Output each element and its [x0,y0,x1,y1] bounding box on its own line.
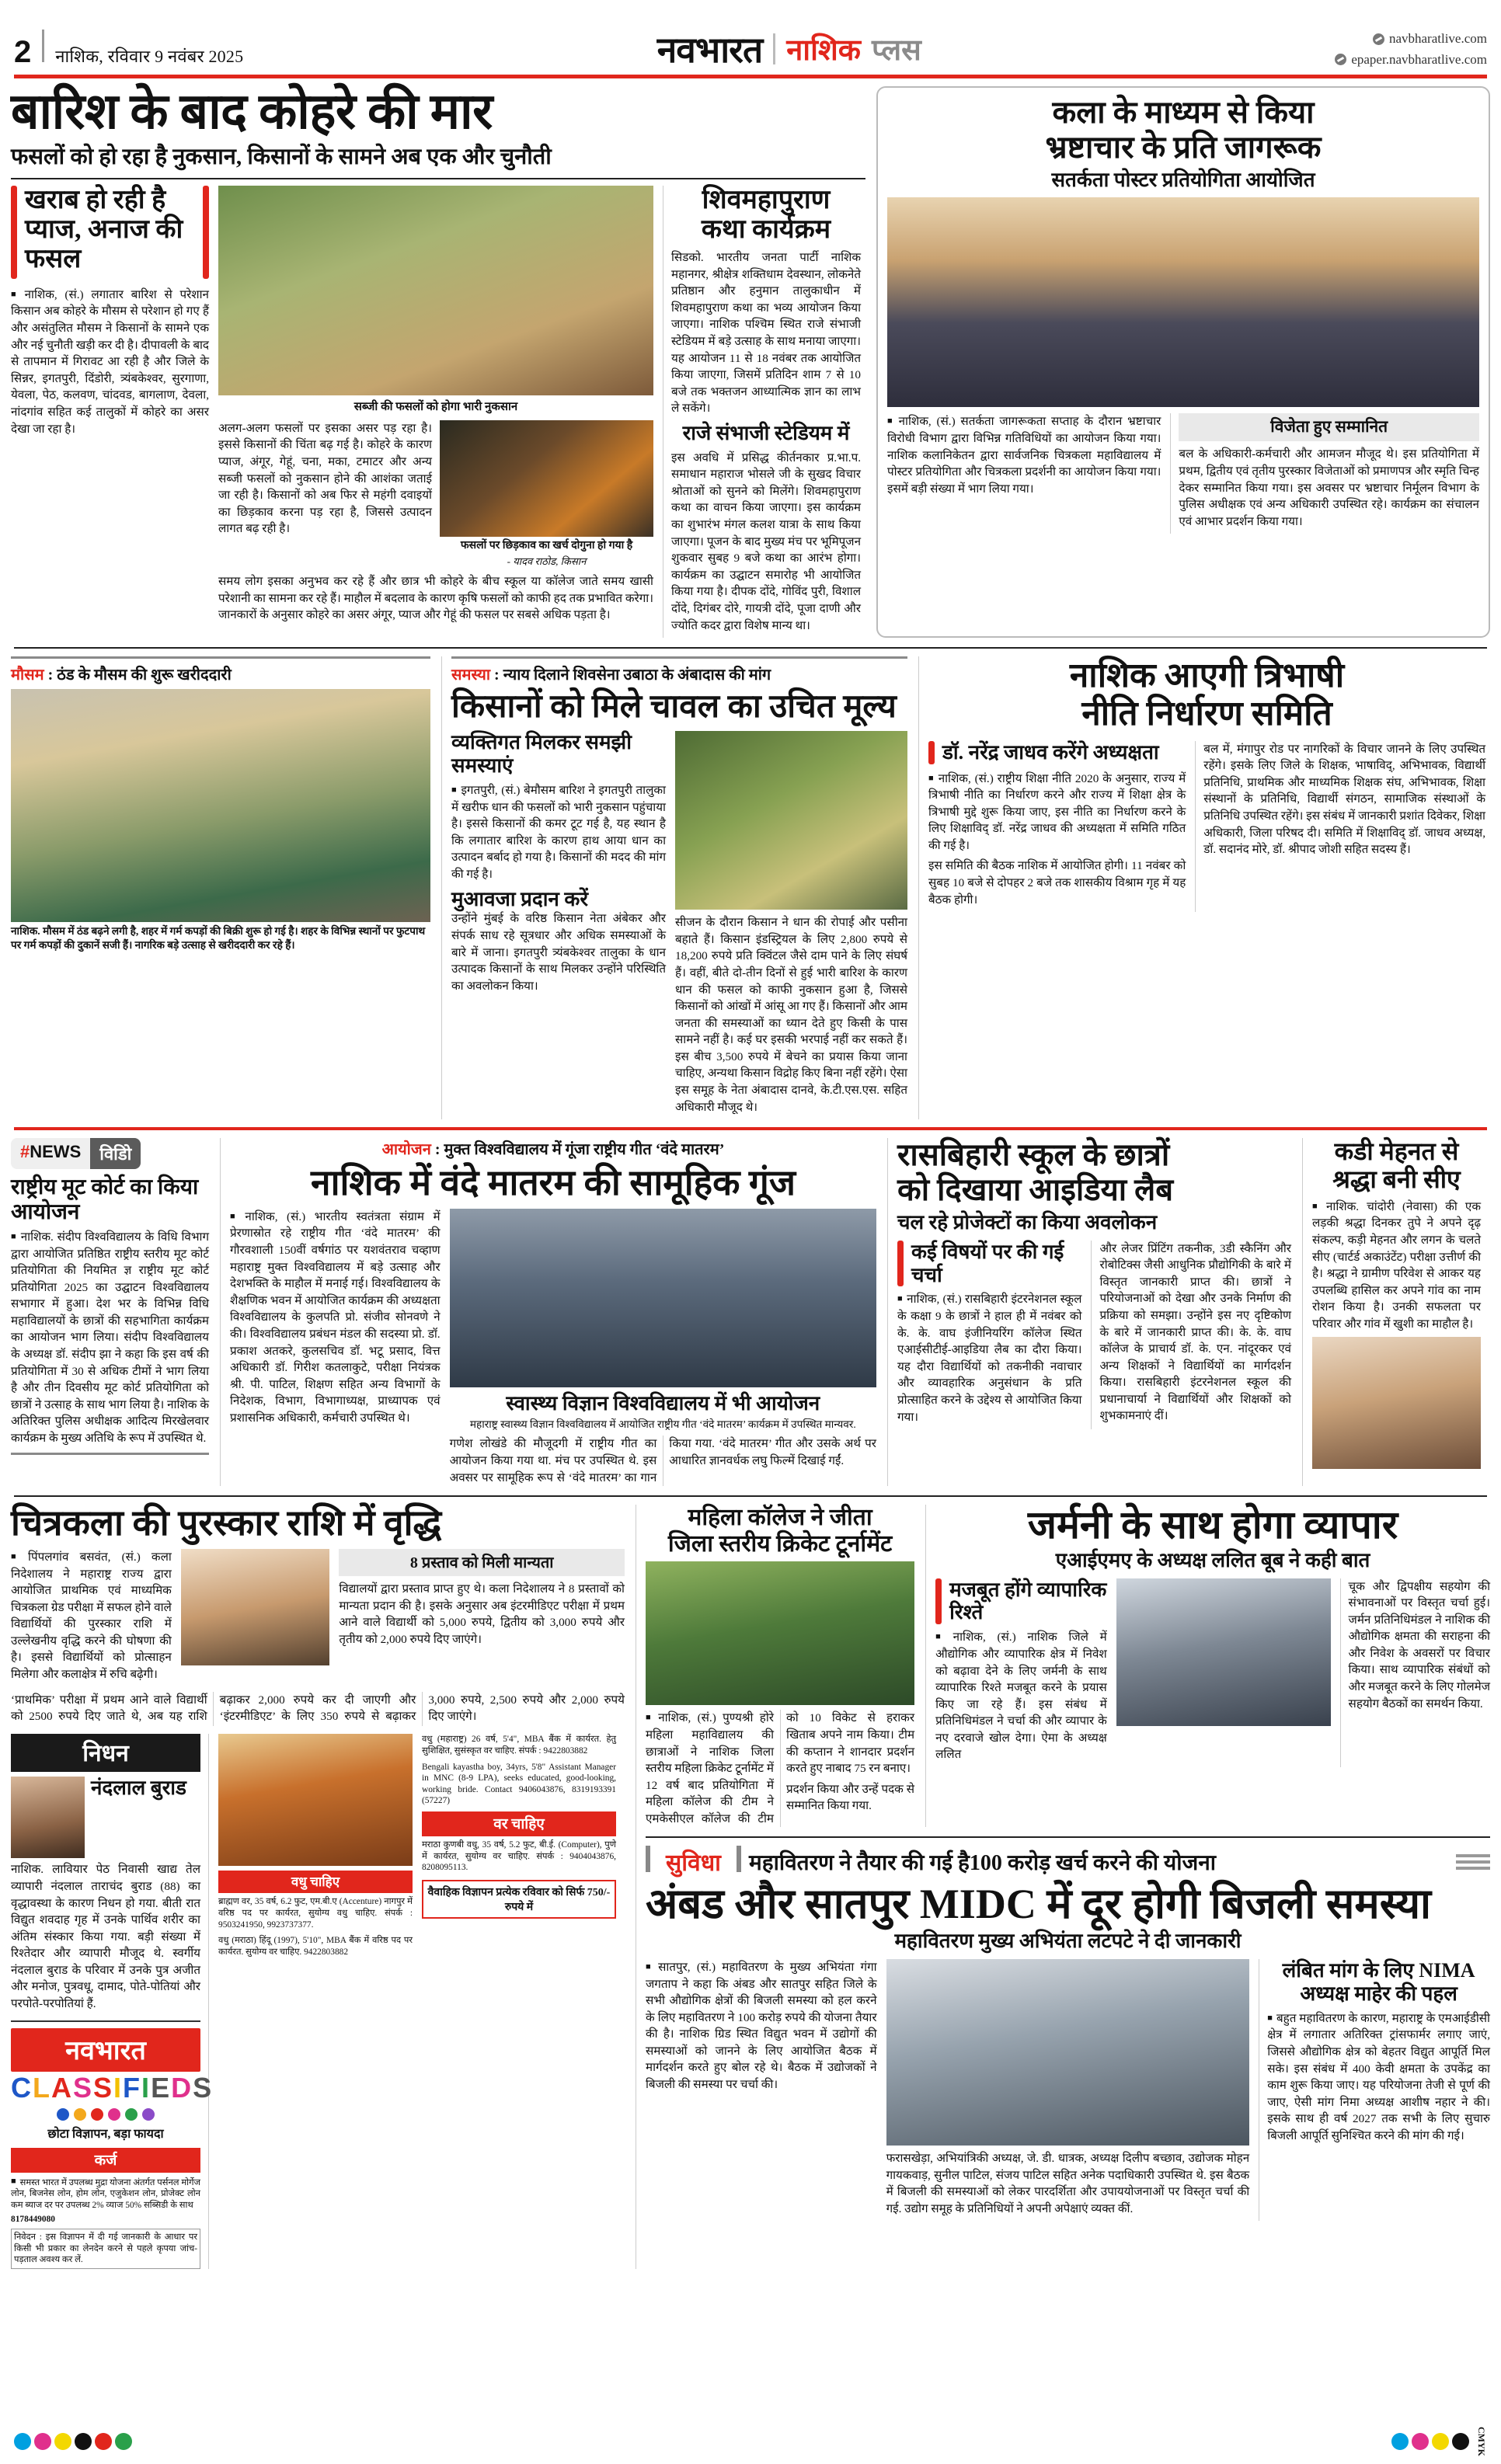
shiv-headline-2: कथा कार्यक्रम [701,214,831,244]
weather-kicker-tag: मौसम [11,666,48,684]
classifieds-logo: नवभारत [11,2028,200,2072]
weather-kicker-text: : ठंड के मौसम की शुरू खरीददारी [47,666,232,684]
news-video-body-text: ■ नाशिक. संदीप विश्वविद्यालय के विधि विभाग द्वारा आयोजित प्रतिष्ठित राष्ट्रीय स्तरीय मूट कोर्ट प्रतियोगिता की नियमित ज्ञ राष्ट्रीय मूट कोर्ट प्रतियोगिता 2025 का उद्घाटन विश्वविद्यालय सभागार में हुआ। देश भर के विभिन्न विधि महाविद्यालयों के छात्रों की सहभागिता कार्यक्रम का आयोजन भाग लिया। संदीप विश्वविद्यालय के अध्यक्ष डॉ. संदीप झा ने कहा कि इस वर्ष की प्रतियोगिता में 30 से अधिक टीमों ने भाग लिया है और तीन दिवसीय मूट कोर्ट प्रतियोगिता को छात्रों ने उत्साह के साथ भाग लिया है। नाशिक के अतिरिक्त पुलिस अधीक्षक आदित्य मिरखेलवार कार्यक्रम के मुख्य अतिथि के रूप में उपस्थित थे. [11,1229,209,1447]
shraddha-body [1312,1199,1481,1333]
weather-kicker [11,663,430,684]
kala-col-2 [1170,413,1479,534]
lead-body-text-3: समय लोग इसका अनुभव कर रहे हैं और छात्र भी कोहरे के बीच स्कूल या कॉलेज जाते समय खासी परेशानी का सामना कर रहे हैं। माहौल में बदलाव के कारण कृषि फसलों को काफी हद तक प्रभावित करेगा। जानकारों के अनुसार कोहरे का असर अंगूर, प्याज और गेहूं की फसल पर सबसे अधिक पड़ता है। [218,574,653,622]
chitrakala-body-text-3: ‘प्राथमिक’ परीक्षा में प्रथम आने वाले विद्यार्थी को 2500 रुपये दिए जाते थे, अब यह राशि बढ़ाकर 2,000 रुपये कर दी जाएगी और ‘इंटरमीडिएट’ के लिए 350 रुपये से बढ़ाकर 3,000 रुपये, 2,500 रुपये और 2,000 रुपये दिए जाएंगे। [11,1693,625,1724]
logo [657,25,921,73]
suvidha-col-1 [646,1959,877,2221]
tribhashi-headline-2: नीति निर्धारण समिति [1081,694,1332,733]
kala-badge: विजेता हुए सम्मानित [1179,413,1479,441]
germany-body-1 [935,1629,1107,1763]
epaper-url[interactable]: epaper.navbharatlive.com [1351,51,1487,67]
color-registration-right [1391,2427,1487,2456]
mahila-headline-2: जिला स्तरीय क्रिकेट टूर्नामेंट [667,1530,893,1557]
rasbihari-subhead: चल रहे प्रोजेक्टों का किया अवलोकन [897,1210,1158,1234]
classifieds-ad-photo [218,1734,413,1866]
masthead-divider [42,30,44,62]
red-accent-bar [11,186,17,279]
dateline: नाशिक, रविवार 9 नवंबर 2025 [55,47,244,66]
shraddha-article [1302,1138,1481,1486]
vande-kicker [230,1138,876,1159]
news-video-body [11,1229,209,1447]
tribhashi-col-1 [928,741,1186,913]
vande-article [220,1138,876,1486]
chitrakala-headline: चित्रकला की पुरस्कार राशि में वृद्धि [11,1503,442,1543]
vande-subhead: स्वास्थ्य विज्ञान विश्वविद्यालय में भी आयोजन [506,1391,820,1415]
masthead-links [1335,29,1487,70]
rice-body-text-2: उन्होंने मुंबई के वरिष्ठ किसान नेता अंबेकर और संपर्क साध रहे सूत्रधार और अधिक समस्याओं के बारे में जाना। इगतपुरी त्र्यंबकेश्वर तालुका के धान उत्पादक किसानों के साथ मिलकर उन्होंने परिस्थिति का अवलोकन किया। [451,912,666,993]
tribhashi-side-head: डॉ. नरेंद्र जाधव करेंगे अध्यक्षता [942,740,1159,764]
shiv-body-text-2: इस अवधि में प्रसिद्ध कीर्तनकार प्र.भा.प. समाधान महाराज भोसले जी के सुखद विचार श्रोताओं को सुनने को मिलेंगे। शिवमहापुराण कथा का वाचन किया जाएगा। इस कार्यक्रम का शुभारंभ मंगल कलश यात्रा के साथ किया जाएगा। पूजन के बाद मुख्य मंच पर भूमिपूजन शुकवार सुबह 9 बजे कथा का आरंभ होगा। कार्यक्रम का उद्घाटन समारोह भी आयोजित किया गया है। दीपक दोंदे, गोविंद पुरी, विशाल दोंदे, दिगंबर दोरे, गायत्री दोंदे, पूजा दाणी और ज्योति कदर द्वारा विशेष मान्य था। [671,451,861,632]
suvidha-photo [886,1959,1250,2146]
lead-photo-farmer [218,186,653,395]
menu-icon[interactable] [1456,1851,1490,1873]
rice-top-rule [451,656,907,659]
weather-caption-text: नाशिक. मौसम में ठंड बढ़ने लगी है, शहर में गर्म कपड़ों की बिक्री शुरू हो गई है। शहर के विभिन्न स्थानों पर फुटपाथ पर गर्म कपड़ों की दुकानें सजी हैं। नागरिक बड़े उत्साह से खरीददारी कर रहे हैं। [11,925,426,951]
classifieds-var-head: वर चाहिए [422,1811,616,1836]
rasbihari-side-head-wrap [897,1241,1081,1287]
suvidha-bar-right [737,1846,741,1872]
tribhashi-body-text-2: इस समिति की बैठक नाशिक में आयोजित होगी। 11 नवंबर को सुबह 10 बजे से दोपहर 2 बजे तक शासकीय विश्राम गृह में यह बैठक होगी। [928,859,1186,907]
classifieds-karj-text: ■ समस्त भारत में उपलब्ध मुद्रा योजना अंतर्गत पर्सनल मोर्गेज लोन, बिजनेस लोन, होम लोन, एजुकेशन लोन, प्रोजेक्ट लोन कम ब्याज दर पर उपलब्ध 2% व्याज 50% सब्सिडी के साथ [11,2176,200,2212]
rice-body-2 [451,910,666,994]
lead-body-text-1: ■ नाशिक, (सं.) लगातार बारिश से परेशान किसान अब कोहरे के मौसम से परेशान हो गए हैं और असंतुलित मौसम ने किसानों के सामने एक और नई चुनौती खड़ी कर दी है। दीपावली के बाद से तापमान में गिरावट आ रही है और जिले के सिन्नर, इगतपुरी, दिंडोरी, त्र्यंबकेश्वर, सुरगाणा, येवला, पेठ, कलवण, चांदवड, बागलाण, देवला, नांदगांव सहित कई तालुकों में कोहरे का असर देखा जा रहा है। [11,287,209,437]
shiv-highlight: राजे संभाजी स्टेडियम में [682,421,850,444]
logo-edition-suffix: प्लस [872,34,921,67]
lead-photo-spray [440,420,653,537]
rice-body-text-3: सीजन के दौरान किसान ने धान की रोपाई और पसीना बहाते हैं। किसान इंडस्ट्रियल के लिए 2,800 रुपये से 18,200 रुपये प्रति क्विंटल जैसे दाम पाने के लिए संघर्ष हैं। वहीं, बीते दो-तीन दिनों से हुई भारी बारिश के कारण धान की फसल को काफी नुकसान हुआ है, जिससे किसानों को आंखों में आंसू आ गए हैं। किसानों और आम जनता की समस्याओं का ध्यान देते हुए किसी के पास सामने नहीं है। कई घर इसकी भरपाई नहीं कर सकते हैं। इस बीच 3,500 रुपये में बेचने का प्रयास किया जाना चाहिए, अन्यथा किसान विद्रोह किए बिना नहीं रहेंगे। ऐसा इस समूह के नेता अंबादास दानवे, के.टी.एस.एस. सहित अधिकारी मौजूद थे। [675,916,907,1114]
news-video-head: राष्ट्रीय मूट कोर्ट का किया आयोजन [11,1175,199,1224]
kala-headline-2: भ्रष्टाचार के प्रति जागरूक [1045,129,1322,165]
vande-row [230,1209,876,1486]
suvidha-subhead: महावितरण मुख्य अभियंता लटपटे ने दी जानकारी [894,1930,1242,1953]
fourth-block [11,1505,1490,2269]
chitrakala-badge: 8 प्रस्ताव को मिली मान्यता [339,1549,625,1576]
suvidha-body-text-2: फरासखेड़ा, अभियांत्रिकी अध्यक्ष, जे. डी. धात्रक, अध्यक्ष दिलीप बच्छाव, उद्योजक मोहन गायकवाड़, सुनील पाटिल, संजय पाटिल सहित अनेक पदाधिकारी उपस्थित थे. इस बैठक में बिजली की समस्याओं को लेकर पारदर्शिता और उपाययोजनाओं पर विस्तृत चर्चा की गई. उद्योग समूह के प्रतिनिधियों ने अपनी अपेक्षाएं व्यक्त कीं. [886,2151,1250,2215]
lead-side-head: खराब हो रही है प्याज, अनाज की फसल [25,185,183,274]
rasbihari-col-1 [897,1241,1081,1429]
chitrakala-body-text-1: ■ पिंपलगांव बसवंत, (सं.) कला निदेशालय ने महाराष्ट्र राज्य द्वारा आयोजित प्राथमिक एवं माध्यमिक चित्रकला ग्रेड परीक्षा में सफल होने वाले विद्यार्थियों की पुरस्कार राशि में उल्लेखनीय वृद्धि करने की घोषणा की है। इससे विद्यार्थियों को प्रोत्साहन मिलेगा और कलाक्षेत्र में रुचि बढ़ेगी। [11,1549,172,1683]
suvidha-headline: अंबड और सातपुर MIDC में दूर होगी बिजली समस्या [646,1881,1432,1928]
suvidha-col-3 [1259,1959,1490,2221]
color-registration-left [14,2433,132,2450]
globe-icon [1335,54,1346,65]
vande-body-2 [450,1436,876,1486]
rice-sub-2: मुआवजा प्रदान करें [451,887,588,910]
news-video-article [11,1138,209,1486]
lead-photo-row2 [218,420,653,569]
obituary-band: निधन [11,1734,200,1772]
section-rule-2 [14,1127,1487,1130]
suvidha-body-1 [646,1959,877,2093]
classifieds-eng-text: Bengali kayastha boy, 34yrs, 5'8" Assistant Manager in MNC (8-9 LPA), seeks educated, good-looking, working bride. Contact 9406043876, 8319193391 (57227) [422,1762,616,1806]
lead-photos [218,186,653,638]
vande-kicker-tag: आयोजन [382,1141,435,1158]
vande-kicker-text: : मुक्त विश्वविद्यालय में गूंजा राष्ट्रीय गीत ‘वंदे मातरम’ [434,1141,725,1159]
vande-body-text-1: ■ नाशिक, (सं.) भारतीय स्वतंत्रता संग्राम में प्रेरणास्रोत रहे राष्ट्रीय गीत ‘वंदे मातरम’ की गौरवशाली 150वीं वर्षगांठ पर यशवंतराव चव्हाण महाराष्ट्र मुक्त विश्वविद्यालय में बड़े उत्साह और देशभक्ति के माहौल में मनाई गई। विश्वविद्यालय के शैक्षणिक भवन में आयोजित कार्यक्रम की अध्यक्षता विश्वविद्यालय के कुलपति प्रो. संजीव सोनवणे ने की। विश्वविद्यालय प्रबंधन मंडल की सदस्या प्रो. डॉ. प्रकाश अतकरे, कुलसचिव डॉ. भटू प्रसाद, वित्त अधिकारी डॉ. गिरीश कतलाकुटे, परीक्षा नियंत्रक श्री. पी. पाटिल, शिक्षण सहित अन्य विभागों के निदेशक, विभाग, विभागाध्यक्ष, प्राध्यापक एवं प्रशासनिक अधिकारी, कर्मचारी उपस्थित थे। [230,1209,441,1427]
classifieds-col-mid [218,1734,413,2268]
lead-story [11,86,865,638]
rice-kicker-text: : न्याय दिलाने शिवसेना उबाठा के अंबादास की मांग [494,666,771,684]
classifieds-vadhu-text: ब्राह्मण वर, 35 वर्ष, 6.2 फुट, एम.बी.ए (Accenture) नागपुर में वरिष्ठ पद पर कार्यरत, सुयोग्य वधु चाहिए. संपर्क : 9503241950, 9923737377. [218,1897,413,1930]
mahila-body-text-2: प्रदर्शन किया और उन्हें पदक से सम्मानित किया गया. [786,1782,915,1813]
lead-photo-2-caption: फसलों पर छिड़काव का खर्च दोगुना हो गया है [460,539,633,552]
germany-headline: जर्मनी के साथ होगा व्यापार [1027,1503,1398,1547]
germany-body-text-2: चूक और द्विपक्षीय सहयोग की संभावनाओं पर विस्तृत चर्चा हुई। जर्मन प्रतिनिधिमंडल ने नाशिक की औद्योगिक क्षमता की सराहना की और निवेश के अवसरों पर विचार किया। साथ व्यापारिक संबंधों को और मजबूत करने के लिए गोलमेज सहयोग बैठकों का समर्थन किया. [1348,1579,1490,1711]
lead-body-2 [218,420,432,569]
germany-side-head: मजबूत होंगे व्यापारिक रिश्ते [949,1578,1107,1624]
germany-row [935,1578,1490,1767]
red-accent-bar [897,1241,904,1287]
section-rule-4 [646,1836,1490,1838]
suvidha-photo-wrap [886,1959,1250,2221]
shraddha-headline-2: श्रद्धा बनी सीए [1332,1165,1461,1194]
germany-col-3 [1340,1578,1490,1767]
masthead-rule [14,75,1487,78]
vande-body-text-2: गणेश लोखंडे की मौजूदगी में राष्ट्रीय गीत का आयोजन किया गया था. मंच पर उपस्थित थे. इस अवसर पर सामूहिक रूप से ‘वंदे मातरम’ का गान किया गया. ‘वंदे मातरम’ गीत और उसके अर्थ पर आधारित ज्ञानवर्धक लघु फिल्में दिखाई गईं. [449,1437,876,1484]
chitrakala-col-1 [11,1549,172,1687]
rasbihari-headline-1: रासबिहारी स्कूल के छात्रों [897,1137,1170,1173]
right-lower-column [636,1505,1490,2269]
weather-photo [11,689,430,922]
mahila-photo [646,1561,914,1705]
vande-col-1 [230,1209,441,1486]
obituary-top [11,1777,200,1858]
classifieds-karj-head: कर्ज [11,2148,200,2173]
lead-quote-attrib: - यादव राठोड, किसान [507,555,587,568]
obituary-photo [11,1777,85,1858]
news-video-label [11,1138,90,1169]
classifieds-matrimony-offer[interactable]: वैवाहिक विज्ञापन प्रत्येक रविवार को सिर्फ 750/- रुपये में [422,1880,616,1919]
tribhashi-row [928,741,1485,913]
germany-body-text-1: ■ नाशिक, (सं.) नाशिक जिले में औद्योगिक और व्यापारिक क्षेत्र में निवेश को बढ़ावा देने के लिए जर्मनी के साथ व्यापारिक रिश्ते मजबूत करने के प्रयास किए जा रहे हैं। इस संबंध में प्रतिनिधिमंडल ने चर्चा की और व्यापार के नए दरवाजे खोल देगा। ऐमा के अध्यक्ष ललित [935,1629,1107,1763]
lead-col-1 [11,186,209,638]
germany-article [925,1505,1490,1827]
rice-kicker [451,663,907,684]
suvidha-kicker-row [646,1846,1490,1878]
lead-subhead: फसलों को हो रहा है नुकसान, किसानों के सामने अब एक और चुनौती [11,144,552,169]
lead-headline: बारिश के बाद कोहरे की मार [11,84,493,139]
obit-classifieds-row [11,1734,625,2268]
suvidha-article [646,1846,1490,2221]
rasbihari-row [897,1241,1291,1429]
tribhashi-article [918,656,1485,1119]
rasbihari-col-2 [1091,1241,1291,1429]
tribhashi-body-text-1: ■ नाशिक, (सं.) राष्ट्रीय शिक्षा नीति 2020 के अनुसार, राज्य में त्रिभाषी नीति का निर्धारण करने और राज्य में शिक्षा क्षेत्र के त्रिभाषी मुद्दे शुरू किया जाए, इस नीति का निर्धारण करने के लिए शिक्षाविद् डॉ. नरेंद्र जाधव की अध्यक्षता में समिति गठित की गई है। [928,771,1186,854]
masthead [11,0,1490,75]
suvidha-row [646,1959,1490,2221]
chitrakala-body-text-2: विद्यालयों द्वारा प्रस्ताव प्राप्त हुए थे। कला निदेशालय ने 8 प्रस्तावों को मान्यता प्रदान की है। इसके अनुसार अब इंटरमीडिएट परीक्षा में प्रथम आने वाले विद्यार्थी को 5,000 रुपये, द्वितीय को 3,000 रुपये और तृतीय को 2,000 रुपये दिए जाएंगे। [339,1582,625,1646]
classifieds-karj-phone: 8178449080 [11,2215,55,2225]
chitrakala-body-1 [11,1549,172,1683]
red-accent-bar [203,186,209,279]
obituary-article [11,1734,214,2268]
kala-body-text-1: ■ नाशिक, (सं.) सतर्कता जागरूकता सप्ताह के दौरान भ्रष्टाचार विरोधी विभाग द्वारा विभिन्न गतिविधियों का आयोजन किया गया। नाशिक कलानिकेतन द्वारा सार्वजनिक चित्रकला महाविद्यालय में पोस्टर प्रतियोगिता और चित्रकला प्रदर्शनी का आयोजन किया गया। इसमें बड़ी संख्या में भाग लिया गया। [887,413,1161,497]
rasbihari-headline-2: को दिखाया आइडिया लैब [897,1172,1174,1207]
suvidha-body-text-1: ■ सातपुर, (सं.) महावितरण के मुख्य अभियंता गंगा जगताप ने कहा कि अंबड और सातपुर सहित जिले के सभी औद्योगिक क्षेत्रों की बिजली समस्या को हल करने के लिए महावितरण ने 100 करोड़ रुपये की योजना तैयार की है। नाशिक ग्रिड स्थित विद्युत भवन में उद्योगों की समस्याओं को जानने के लिए आयोजित बैठक में मार्गदर्शन करते हुए बोल रहे थे। बैठक में उद्योजकों ने बिजली की समस्या पर चर्चा की। [646,1959,877,2093]
chitrakala-col-3 [339,1549,625,1687]
shiv-article [663,186,861,638]
rice-row [451,731,907,1119]
rasbihari-body-text-1: ■ नाशिक, (सं.) रासबिहारी इंटरनेशनल स्कूल के कक्षा 9 के छात्रों ने हाल ही में नवंबर को के. के. वाघ इंजीनियरिंग कॉलेज स्थित एआईसीटीई-आइडिया लैब का दौरा किया। यह दौरा विद्यार्थियों को तकनीकी नवाचार और व्यावहारिक अनुसंधान के प्रति प्रोत्साहित करने के उद्देश्य से आयोजित किया गया। [897,1291,1081,1425]
mahila-body-text-1: ■ नाशिक, (सं.) पुण्यश्री होरे महिला महाविद्यालय की छात्राओं ने नाशिक जिला स्तरीय महिला क्रिकेट टूर्नामेंट में 12 वर्ष बाद प्रतियोगिता में महिला कॉलेज की टीम ने एमकेसीएल कॉलेज की टीम को 10 विकेट से हराकर खिताब अपने नाम किया। टीम की कप्तान ने शानदार प्रदर्शन करते हुए नाबाद 75 रन बनाए। [646,1710,914,1827]
germany-photo [1116,1578,1331,1726]
vande-col-2 [450,1209,876,1486]
red-accent-bar [935,1578,942,1625]
masthead-left [14,30,243,70]
red-accent-bar [928,741,935,764]
shraddha-headline-1: कडी मेहनत से [1334,1137,1459,1166]
hash-icon: # [20,1142,30,1162]
rasbihari-side-head: कई विषयों पर की गई चर्चा [911,1240,1064,1286]
kala-body-text-2: बल के अधिकारी-कर्मचारी और आमजन मौजूद थे। इस प्रतियोगिता में प्रथम, द्वितीय एवं तृतीय पुरस्कार विजेताओं को प्रमाणपत्र और स्मृति चिन्ह देकर सम्मानित किया गया। इस अवसर पर भ्रष्टाचार निर्मूलन विभाग के पुलिस अधीक्षक एवं अन्य अधिकारी उपस्थित रहे। कार्यक्रम का संचालन एवं आभार प्रदर्शन किया गया। [1179,447,1479,528]
cmyk-mark: CMYK [1476,2427,1487,2456]
shraddha-photo [1312,1337,1481,1469]
news-label: NEWS [30,1142,82,1162]
rice-sub-left: व्यक्तिगत मिलकर समझी समस्याएं [451,731,632,778]
footer [14,2427,1487,2456]
lead-body-text-2: अलग-अलग फसलों पर इसका असर पड़ रहा है। इससे किसानों की चिंता बढ़ गई है। कोहरे के कारण प्याज, अंगूर, गेहूं, चना, मका, टमाटर और अन्य सब्जी फसलों को नुकसान होने की आशंका जताई जा रही है। किसानों को अब फिर से महंगी दवाइयों का छिड़काव करना पड़ रहा है, जिससे उत्पादन लागत बढ़ रही है। [218,421,432,536]
rice-col-2 [675,731,907,1119]
classifieds-word: CLASSIFIEDS [11,2071,214,2104]
lead-body-1 [11,287,209,437]
obituary-body [11,1861,200,2012]
rasbihari-article [887,1138,1291,1486]
rice-col-1 [451,731,666,1119]
vande-caption: महाराष्ट्र स्वास्थ्य विज्ञान विश्वविद्यालय में आयोजित राष्ट्रीय गीत ‘वंदे मातरम’ कार्यक्रम में उपस्थित मान्यवर. [469,1418,856,1430]
classifieds-matri-col2: वधु (महाराष्ट्र) 26 वर्ष, 5'4", MBA बैंक में कार्यरत. हेतु सुशिक्षित, सुसंस्कृत वर चाहिए. संपर्क : 9422803882 [422,1735,616,1756]
mahila-article [646,1505,914,1827]
classifieds-var-text: मराठा कुणबी वधु, 35 वर्ष, 5.2 फुट, बी.ई. (Computer), पुणे में कार्यरत, सुयोग्य वर चाहिए. संपर्क : 9404043876, 8208095113. [422,1839,616,1873]
vande-photo [450,1209,876,1387]
germany-col-1 [935,1578,1107,1767]
lead-photo-2-wrap [440,420,653,569]
suvidha-side-head: लंबित मांग के लिए NIMA अध्यक्ष माहेर की पहल [1282,1958,1475,2005]
rice-kicker-tag: समस्या [451,666,494,684]
kala-text-row [887,413,1479,534]
classifieds-karj-note: निवेदन : इस विज्ञापन में दी गई जानकारी के आधार पर किसी भी प्रकार का लेनदेन करने से पहले कृपया जांच-पड़ताल अवश्य कर लें. [11,2229,200,2269]
obituary-body-text: नाशिक. लावियार पेठ निवासी खाद्य तेल व्यापारी नंदलाल ताराचंद बुराड (88) का वृद्धावस्था के कारण निधन हो गया. बीती रात विद्युत शवदाह गृह में उनके पार्थिव शरीर का अंतिम संस्कार किया गया. बड़ी संख्या में रिश्तेदार और व्यापारी मौजूद थे. स्वर्गीय नंदलाल बुराड के परिवार में उनके पुत्र अजीत और मनोज, पुत्रवधू, दामाद, पोते-पोतियां और परपोते-परपोतियां हैं. [11,1863,200,2010]
germany-photo-wrap [1116,1578,1331,1767]
tribhashi-side-head-wrap [928,741,1186,764]
germany-subhead: एआईएमए के अध्यक्ष ललित बूब ने कही बात [1055,1548,1370,1571]
rice-body-1 [451,782,666,882]
classifieds-matri-col1: वधु (मराठा) हिंदू (1997), 5'10", MBA बैंक में वरिष्ठ पद पर कार्यरत. सुयोग्य वर चाहिए. 9422803882 [218,1936,413,1957]
chitrakala-photo-wrap [181,1549,330,1687]
lead-body-row [11,186,865,638]
classifieds-col-right [422,1734,616,2268]
kala-subhead: सतर्कता पोस्टर प्रतियोगिता आयोजित [1051,168,1315,191]
classifieds-tagline: छोटा विज्ञापन, बड़ा फायदा [47,2127,164,2141]
mahila-headline-1: महिला कॉलेज ने जीता [688,1505,872,1531]
classifieds-dots [11,2108,200,2121]
news-video-bottom-rule [11,1453,209,1455]
rice-photo [675,731,907,910]
mahila-germany-row [646,1505,1490,1827]
lead-body-3 [218,573,653,624]
kala-headline-1: कला के माध्यम से किया [1052,95,1315,130]
third-block [11,1138,1490,1486]
weather-caption [11,922,430,952]
lead-rule [11,178,865,179]
rasbihari-body-text-2: और लेजर प्रिंटिंग तकनीक, 3डी स्कैनिंग और रोबोटिक्स जैसी आधुनिक प्रौद्योगिकी के बारे में विस्तृत जानकारी प्राप्त की। छात्रों ने परियोजनाओं को देखा और उनके निर्माण की प्रक्रिया को समझा। उन्होंने इस नए दृष्टिकोण के बारे में जानकारी प्राप्त की। के. के. वाघ कॉलेज के प्राचार्य डॉ. के. एन. नांदूरकर एवं अन्य शिक्षकों ने विद्यार्थियों का मार्गदर्शन किया। रासबिहारी इंटरनेशनल स्कूल की प्रधानाचार्या ने विद्यार्थियों और शिक्षकों को शुभकामनाएं दीं। [1099,1241,1291,1423]
weather-article [11,656,430,1119]
suvidha-side-body [1267,2010,1490,2145]
shraddha-body-text: ■ नाशिक. चांदोरी (नेवासा) की एक लड़की श्रद्धा दिनकर तुपे ने अपने दृढ़ संकल्प, कड़ी मेहनत और लगन के चलते सीए (चार्टर्ड अकाउंटेंट) परीक्षा उत्तीर्ण की है। श्रद्धा ने ग्रामीण परिवेश से आकर यह उपलब्धि हासिल कर अपने गांव का नाम रोशन किया है। उनकी सफलता पर परिवार और गांव में खुशी का माहौल है। [1312,1199,1481,1333]
tribhashi-body-1 [928,771,1186,909]
suvidha-body-2 [886,2150,1250,2217]
top-block [11,86,1490,638]
chitrakala-photo [181,1549,330,1665]
rice-article [441,656,907,1119]
tribhashi-body-text-3: बल में, मंगापुर रोड पर नागरिकों के विचार जानने के लिए उपस्थित रहेंगे। इसके लिए जिले के शिक्षक, भाषाविद्, अभिभावक, विद्यार्थी प्रतिनिधि, प्राथमिक और माध्यमिक शिक्षक संघ, अभिभावक, शिक्षा संस्थानों के प्रतिनिधि, विद्यार्थी संगठन, सामाजिक संस्थाओं के प्रतिनिधि उपस्थित रहेंगे। इस संबंध में जानकारी प्रशांत दिवेकर, शिक्षा अधिकारी, जिला परिषद दी। समिति में शिक्षाविद् डॉ. जाधव अध्यक्ष, डॉ. सदानंद मोरे, डॉ. श्रीपाद जोशी सहित सदस्य हैं। [1203,742,1485,857]
suvidha-tag: सुविधा [666,1850,721,1877]
second-block [11,656,1490,1119]
classifieds-brand [11,2020,214,2142]
logo-navbharat: नवभारत [656,30,763,70]
mahila-body [646,1710,914,1827]
weather-top-rule [11,656,430,659]
globe-icon [1373,33,1384,45]
classifieds-vadhu-head: वधु चाहिए [218,1871,413,1893]
logo-edition: नाशिक [786,34,861,67]
vande-body-1 [230,1209,441,1427]
obituary-name: नंदलाल बुराड [91,1777,186,1800]
shiv-body-text-1: सिडको. भारतीय जनता पार्टी नाशिक महानगर, श्रीक्षेत्र शक्तिधाम देवस्थान, लोकनेते प्रतिष्ठान और हनुमान तालुकाधीन में शिवमहापुराण कथा का भव्य आयोजन किया जाएगा। नाशिक पश्चिम स्थित राजे संभाजी स्टेडियम में बड़े उत्साह के साथ मनाया जाएगा। यह आयोजन 11 से 18 नवंबर तक आयोजित किया जाएगा, जिसमें प्रतिदिन शाम 7 से 10 बजे तक भक्तजन आध्यात्मिक ज्ञान का लाभ ले सकेंगे। [671,251,861,416]
vande-headline: नाशिक में वंदे मातरम की सामूहिक गूंज [311,1163,796,1203]
lead-photo-1-caption: सब्जी की फसलों को होगा भारी नुकसान [353,400,518,413]
rice-body-3 [675,914,907,1115]
rasbihari-body-1 [897,1291,1081,1425]
section-rule-3 [14,1495,1487,1497]
suvidha-kicker: महावितरण ने तैयार की गई है100 करोड़ खर्च करने की योजना [748,1850,1217,1875]
kala-photo [887,197,1479,407]
kala-body-2 [1179,446,1479,530]
tribhashi-col-2 [1195,741,1485,913]
rice-headline: किसानों को मिले चावल का उचित मूल्य [451,689,897,726]
chitrakala-row [11,1549,625,1687]
germany-side-head-wrap [935,1578,1107,1625]
shiv-body-2 [671,450,861,634]
chitrakala-column [11,1505,625,2269]
shiv-headline-1: शिवमहापुराण [702,185,831,214]
website-url[interactable]: navbharatlive.com [1388,31,1487,47]
suvidha-bar-left [646,1846,650,1872]
kala-body-1 [887,413,1161,497]
chitrakala-body-2 [339,1581,625,1648]
tribhashi-body-3 [1203,741,1485,858]
suvidha-side-body-text: ■ बहुत महावितरण के कारण, महाराष्ट्र के एमआईडीसी क्षेत्र में लगातार अतिरिक्त ट्रांसफार्मर लगाए जाएं, जिससे औद्योगिक क्षेत्र को बेहतर विद्युत आपूर्ति मिल सके। इस संबंध में 400 केवी क्षमता के उपकेंद्र का काम शुरू किया जाए। यह परियोजना तेजी से पूर्ण की जाए, ऐसी मांग निमा अध्यक्ष आशीष नहार ने की। इसके साथ ही वर्ष 2027 तक सभी के लिए सुचारु बिजली आपूर्ति सुनिश्चित करने की मांग की गई। [1267,2010,1490,2145]
video-label: विडिो [90,1138,141,1169]
lead-side-head-wrap [11,186,209,279]
shiv-body-1 [671,249,861,417]
chitrakala-body-3 [11,1692,625,1727]
logo-separator [773,33,775,64]
tribhashi-headline-1: नाशिक आएगी त्रिभाषी [1069,656,1345,695]
section-rule-1 [14,647,1487,649]
kala-article [876,86,1490,638]
news-video-tag[interactable] [11,1138,141,1169]
germany-body-2 [1349,1578,1490,1713]
rice-body-text-1: ■ इगतपुरी, (सं.) बेमौसम बारिश ने इगतपुरी तालुका में खरीफ धान की फसलों को भारी नुकसान पहुंचाया है। इससे किसानों की कमर टूट गई है, यह स्थान है कि लगातार बारिश के कारण हाथ आया धान का उत्पादन बर्बाद हो गया है। किसानों की मदद की मांग की गई है। [451,782,666,882]
page-number: 2 [14,35,32,69]
kala-col-1 [887,413,1161,534]
rasbihari-body-2 [1099,1241,1291,1425]
